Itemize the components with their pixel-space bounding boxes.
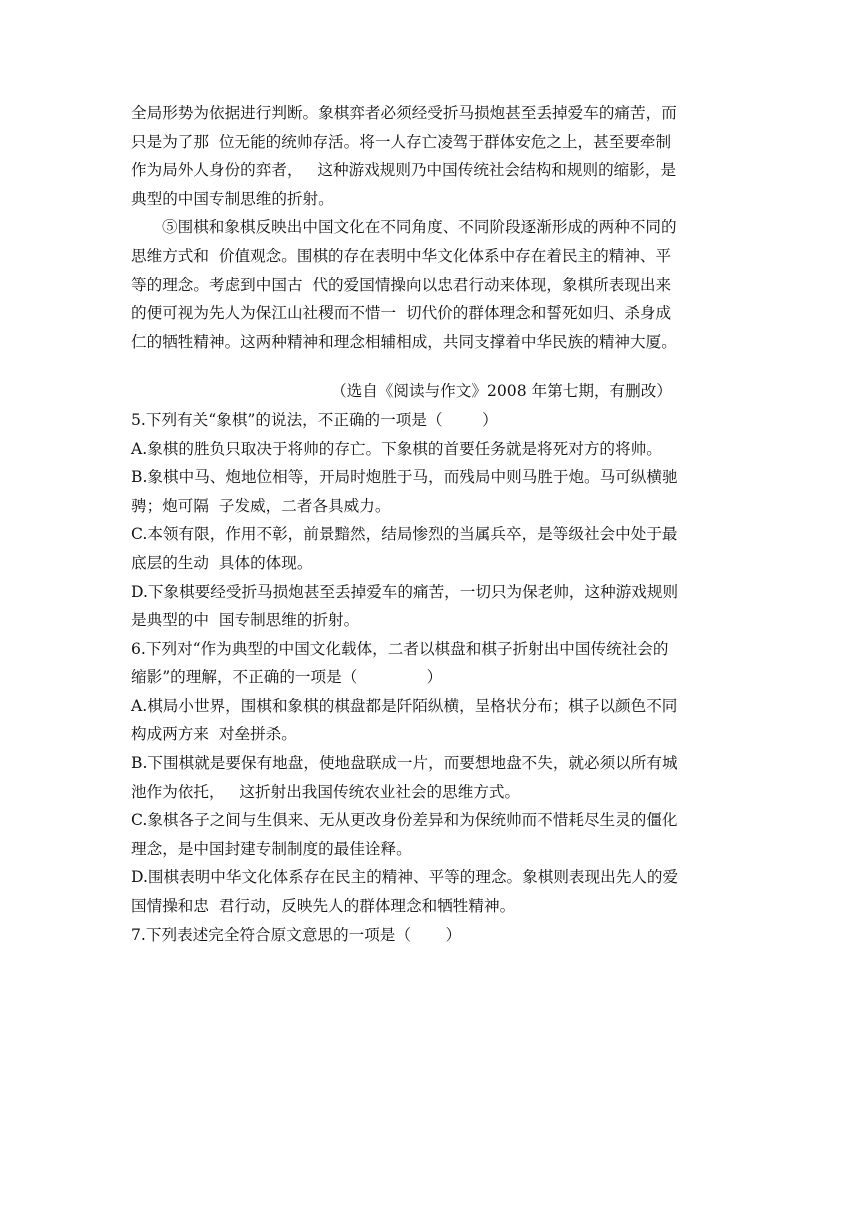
question-stem: 5.下列有关“象棋”的说法，不正确的一项是（ ） xyxy=(131,410,498,429)
paragraph-5 xyxy=(131,213,731,356)
paragraph-continued xyxy=(131,99,731,213)
option-c: C.象棋各子之间与生俱来、无从更改身份差异和为保统帅而不惜耗尽生灵的僵化 xyxy=(131,811,678,830)
option-c: C.本领有限，作用不彰，前景黯然，结局惨烈的当属兵卒，是等级社会中处于最 xyxy=(131,525,678,544)
text-line: ⑤围棋和象棋反映出中国文化在不同角度、不同阶段逐渐形成的两种不同的 xyxy=(162,218,677,237)
option-a: A.棋局小世界，围棋和象棋的棋盘都是阡陌纵横，呈格状分布；棋子以颜色不同 xyxy=(131,696,678,715)
option-a: A.象棋的胜负只取决于将帅的存亡。下象棋的首要任务就是将死对方的将帅。 xyxy=(131,439,662,458)
text-line: 典型的中国专制思维的折射。 xyxy=(131,189,334,208)
text-line: 仁的牺牲精神。这两种精神和理念相辅相成，共同支撑着中华民族的精神大厦。 xyxy=(131,332,677,351)
text-line: 等的理念。考虑到中国古 代的爱国情操向以忠君行动来体现，象棋所表现出来 xyxy=(131,275,672,294)
option-b: 池作为依托， 这折射出我国传统农业社会的思维方式。 xyxy=(131,782,521,801)
text-line: 只是为了那 位无能的统帅存活。将一人存亡凌驾于群体安危之上，甚至要牵制 xyxy=(131,132,672,151)
question-stem: 7.下列表述完全符合原文意思的一项是（ ） xyxy=(131,925,462,944)
option-d: 国情操和忠 君行动，反映先人的群体理念和牺牲精神。 xyxy=(131,897,516,916)
question-stem: 6.下列对“作为典型的中国文化载体，二者以棋盘和棋子折射出中国传统社会的 xyxy=(131,639,669,658)
question-stem: 缩影”的理解，不正确的一项是（ ） xyxy=(131,668,443,687)
text-line: 的便可视为先人为保江山社稷而不惜一 切代价的群体理念和誓死如归、杀身成 xyxy=(131,304,672,323)
option-c: 底层的生动 具体的体现。 xyxy=(131,553,313,572)
option-a: 构成两方来 对垒拼杀。 xyxy=(131,725,297,744)
question-6 xyxy=(131,635,731,921)
option-b: B.下围棋就是要保有地盘，使地盘联成一片，而要想地盘不失，就必须以所有城 xyxy=(131,754,678,773)
source-citation: （选自《阅读与作文》2008 年第七期，有删改） xyxy=(331,382,672,401)
option-c: 理念，是中国封建专制制度的最佳诠释。 xyxy=(131,839,412,858)
text-line: 思维方式和 价值观念。围棋的存在表明中华文化体系中存在着民主的精神、平 xyxy=(131,246,672,265)
question-5 xyxy=(131,406,731,635)
option-d: D.下象棋要经受折马损炮甚至丢掉爱车的痛苦，一切只为保老帅，这种游戏规则 xyxy=(131,582,679,601)
text-line: 全局形势为依据进行判断。象棋弈者必须经受折马损炮甚至丢掉爱车的痛苦，而 xyxy=(131,104,677,122)
question-7 xyxy=(131,921,731,950)
option-b: 骋；炮可隔 子发威，二者各具威力。 xyxy=(131,496,391,515)
text-line: 作为局外人身份的弈者， 这种游戏规则乃中国传统社会结构和规则的缩影，是 xyxy=(131,161,677,180)
document-page xyxy=(131,99,731,949)
option-d: 是典型的中 国专制思维的折射。 xyxy=(131,611,360,630)
option-d: D.围棋表明中华文化体系存在民主的精神、平等的理念。象棋则表现出先人的爱 xyxy=(131,868,679,887)
option-b: B.象棋中马、炮地位相等，开局时炮胜于马，而残局中则马胜于炮。马可纵横驰 xyxy=(131,468,678,487)
